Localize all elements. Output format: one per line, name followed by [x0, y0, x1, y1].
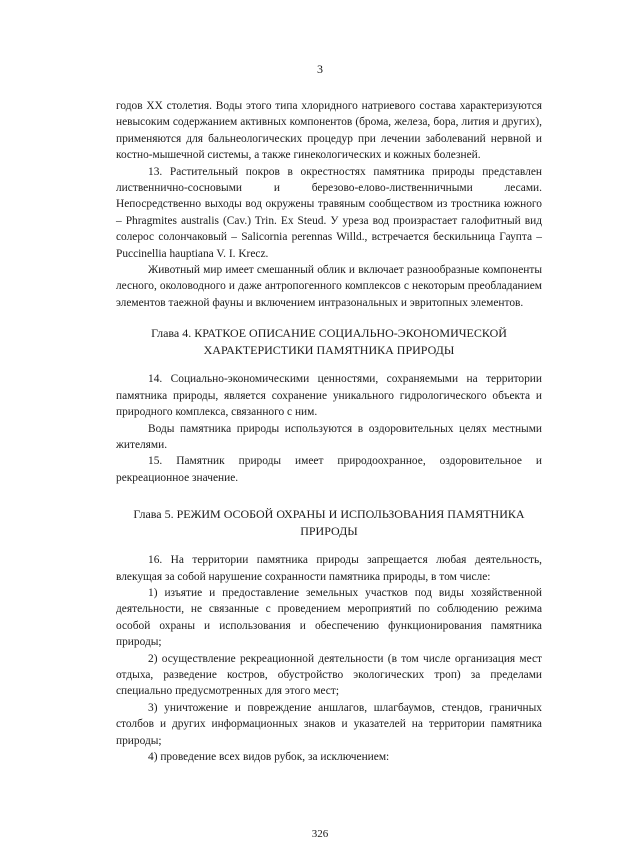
page-number-bottom: 326: [311, 828, 329, 840]
chapter-5-heading: Глава 5. РЕЖИМ ОСОБОЙ ОХРАНЫ И ИСПОЛЬЗОВАНИЯ ПАМЯТНИКА ПРИРОДЫ: [133, 507, 525, 539]
paragraph: Воды памятника природы используются в оздоровительных целях местными жителями.: [116, 422, 542, 451]
page-number-top: 3: [317, 62, 323, 76]
paragraph: годов XX столетия. Воды этого типа хлоридного натриевого состава характеризуются невысоким содержанием активных компонентов (брома, железа, бора, лития и других), применяются для бальнеологических процедур при лечении заболеваний нервной и костно-мышечной системы, а также гинекологических и кожных болезней.: [116, 100, 542, 162]
list-item: 2) осуществление рекреационной деятельности (в том числе организация мест отдыха, разведение костров, обустройство экологических троп) за пределами специально предусмотренных для этого мест;: [116, 652, 542, 698]
list-item: 1) изъятие и предоставление земельных участков под виды хозяйственной деятельности, не связанные с проведением мероприятий по соблюдению режима особой охраны и использования и обеспечению функционирования памятника природы;: [116, 586, 542, 649]
page-content: [116, 98, 542, 765]
chapter-4-heading: Глава 4. КРАТКОЕ ОПИСАНИЕ СОЦИАЛЬНО-ЭКОНОМИЧЕСКОЙ ХАРАКТЕРИСТИКИ ПАМЯТНИКА ПРИРОДЫ: [151, 326, 507, 358]
paragraph: 16. На территории памятника природы запрещается любая деятельность, влекущая за собой нарушение сохранности памятника природы, в том числе:: [116, 554, 542, 583]
paragraph: 13. Растительный покров в окрестностях памятника природы представлен лиственнично-сосновыми и березово-елово-лиственничными лесами. Непосредственно выходы вод окружены травяным сообществом из тростника южного – Phragmites australis (Cav.) Trin. Ex Steud. У уреза вод произрастает галофитный вид солерос солончаковый – Salicornia perennas Willd., встречается бескильница Гаупта – Puccinellia hauptiana V. I. Krecz.: [116, 165, 542, 260]
paragraph: 14. Социально-экономическими ценностями, сохраняемыми на территории памятника природы, является сохранение уникального гидрологического объекта и природного комплекса, связанного с ним.: [116, 373, 542, 419]
list-item: 3) уничтожение и повреждение аншлагов, шлагбаумов, стендов, граничных столбов и других информационных знаков и указателей на территории памятника природы;: [116, 701, 542, 747]
list-item: 4) проведение всех видов рубок, за исключением:: [148, 751, 390, 763]
paragraph: Животный мир имеет смешанный облик и включает разнообразные компоненты лесного, околоводного и даже антропогенного комплексов с некоторым преобладанием элементов таежной фауны и включением интразональных и эвритопных элементов.: [116, 264, 542, 309]
paragraph: 15. Памятник природы имеет природоохранное, оздоровительное и рекреационное значение.: [116, 455, 542, 484]
